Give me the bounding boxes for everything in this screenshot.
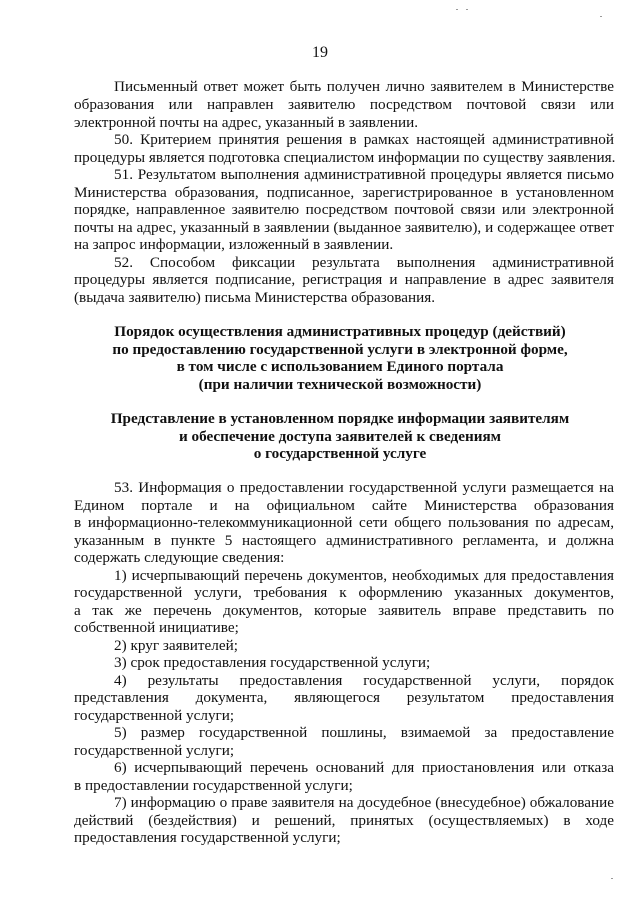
text-line: 7) информацию о праве заявителя на досудебное (внесудебное) обжалование xyxy=(114,794,614,811)
text-line: государственной услуги; xyxy=(74,707,235,724)
text-line: в предоставлении государственной услуги; xyxy=(74,777,353,794)
text-line: государственной услуги, требования к оформлению указанных документов, xyxy=(74,584,614,601)
text-line: а так же перечень документов, которые заявитель вправе представить по xyxy=(74,602,614,619)
text-line: (выдача заявителю) письма Министерства образования. xyxy=(74,289,436,306)
subsection-heading-line: о государственной услуге xyxy=(253,445,427,462)
text-line: на запрос информации, изложенный в заявлении. xyxy=(74,236,394,253)
text-line: Министерства образования, подписанное, зарегистрированное в установленном xyxy=(74,184,614,201)
text-line: 50. Критерием принятия решения в рамках настоящей административной xyxy=(114,131,614,148)
text-line: образования или направлен заявителю посредством почтовой связи или xyxy=(74,96,614,113)
scan-speck xyxy=(600,16,602,17)
section-heading-line: (при наличии технической возможности) xyxy=(198,376,482,393)
text-line: в информационно-телекоммуникационной сети общего пользования по адресам, xyxy=(74,514,614,531)
text-line: порядке, направленное заявителю посредством почтовой связи или электронной xyxy=(74,201,614,218)
section-heading-line: в том числе с использованием Единого портала xyxy=(176,358,504,375)
scan-speck xyxy=(456,9,458,10)
text-line: представления документа, являющегося результатом предоставления xyxy=(74,689,614,706)
text-line: указанным в пункте 5 настоящего административного регламента, и должна xyxy=(74,532,614,549)
subsection-heading-line: Представление в установленном порядке информации заявителям xyxy=(110,410,570,427)
text-line: 3) срок предоставления государственной услуги; xyxy=(114,654,431,671)
text-line: электронной почты на адрес, указанный в заявлении. xyxy=(74,114,419,131)
text-line: 1) исчерпывающий перечень документов, необходимых для предоставления xyxy=(114,567,614,584)
section-heading-line: по предоставлению государственной услуги в электронной форме, xyxy=(112,341,568,358)
text-line: действий (бездействия) и решений, принятых (осуществляемых) в ходе xyxy=(74,812,614,829)
text-line: собственной инициативе; xyxy=(74,619,239,636)
text-line: 53. Информация о предоставлении государственной услуги размещается на xyxy=(114,479,614,496)
text-line: Письменный ответ может быть получен лично заявителем в Министерстве xyxy=(114,78,614,95)
page-number: 19 xyxy=(312,44,328,61)
text-line: 51. Результатом выполнения административной процедуры является письмо xyxy=(114,166,614,183)
scan-speck xyxy=(466,9,468,10)
text-line: почты на адрес, указанный в заявлении (выданное заявителю), и содержащее ответ xyxy=(74,219,614,236)
scan-speck xyxy=(611,878,613,879)
text-line: содержать следующие сведения: xyxy=(74,549,285,566)
section-heading-line: Порядок осуществления административных процедур (действий) xyxy=(114,323,566,340)
text-line: процедуры является подписание, регистрация и направление в адрес заявителя xyxy=(74,271,614,288)
text-line: 2) круг заявителей; xyxy=(114,637,238,654)
subsection-heading-line: и обеспечение доступа заявителей к сведениям xyxy=(178,428,502,445)
text-line: 6) исчерпывающий перечень оснований для приостановления или отказа xyxy=(114,759,614,776)
text-line: предоставления государственной услуги; xyxy=(74,829,341,846)
text-line: Едином портале и на официальном сайте Министерства образования xyxy=(74,497,614,514)
text-line: 5) размер государственной пошлины, взимаемой за предоставление xyxy=(114,724,614,741)
text-line: процедуры является подготовка специалистом информации по существу заявления. xyxy=(74,149,616,166)
text-line: 4) результаты предоставления государственной услуги, порядок xyxy=(114,672,614,689)
text-line: государственной услуги; xyxy=(74,742,235,759)
text-line: 52. Способом фиксации результата выполнения административной xyxy=(114,254,614,271)
